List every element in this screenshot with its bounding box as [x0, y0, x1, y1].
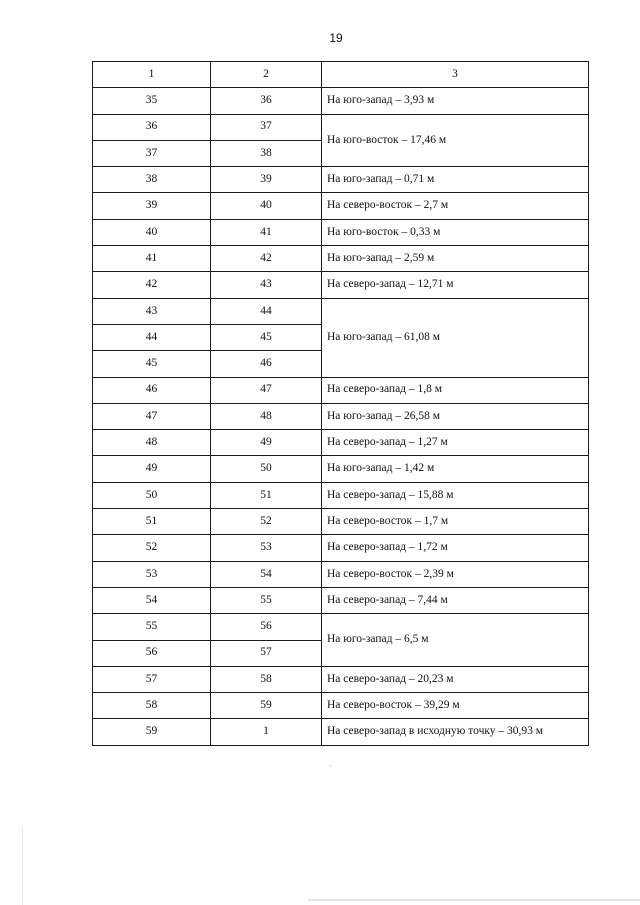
point-to-cell: 58: [211, 666, 322, 692]
point-to-cell: 37: [211, 114, 322, 140]
point-to-cell: 48: [211, 403, 322, 429]
point-to-cell: 51: [211, 482, 322, 508]
boundary-table: [92, 61, 589, 746]
direction-distance-cell: На северо-восток – 2,39 м: [322, 561, 589, 587]
table-row: [93, 666, 589, 692]
direction-distance-cell: На северо-запад в исходную точку – 30,93 м: [322, 719, 589, 745]
point-from-cell: 36: [93, 114, 211, 140]
direction-distance-cell: На северо-восток – 1,7 м: [322, 509, 589, 535]
table-row: [93, 509, 589, 535]
header-col-2: 2: [211, 62, 322, 88]
point-to-cell: 50: [211, 456, 322, 482]
direction-distance-cell: На юго-запад – 61,08 м: [322, 298, 589, 377]
header-col-1: 1: [93, 62, 211, 88]
point-to-cell: 41: [211, 219, 322, 245]
point-from-cell: 53: [93, 561, 211, 587]
direction-distance-cell: На северо-запад – 15,88 м: [322, 482, 589, 508]
table-row: [93, 114, 589, 140]
point-to-cell: 39: [211, 167, 322, 193]
table-row: [93, 535, 589, 561]
point-to-cell: 1: [211, 719, 322, 745]
point-to-cell: 36: [211, 88, 322, 114]
table-row: [93, 482, 589, 508]
page-number: 19: [329, 31, 343, 45]
point-from-cell: 44: [93, 324, 211, 350]
table-row: [93, 219, 589, 245]
scan-edge-line-left: [22, 826, 23, 905]
point-from-cell: 39: [93, 193, 211, 219]
point-to-cell: 42: [211, 246, 322, 272]
table-row: [93, 719, 589, 745]
point-to-cell: 49: [211, 430, 322, 456]
table-row: [93, 193, 589, 219]
table-row: [93, 246, 589, 272]
point-to-cell: 53: [211, 535, 322, 561]
point-from-cell: 52: [93, 535, 211, 561]
point-to-cell: 40: [211, 193, 322, 219]
boundary-table-body: [93, 62, 589, 746]
table-row: [93, 430, 589, 456]
point-from-cell: 46: [93, 377, 211, 403]
point-from-cell: 54: [93, 587, 211, 613]
point-to-cell: 44: [211, 298, 322, 324]
direction-distance-cell: На северо-восток – 2,7 м: [322, 193, 589, 219]
point-to-cell: 57: [211, 640, 322, 666]
direction-distance-cell: На юго-запад – 3,93 м: [322, 88, 589, 114]
point-from-cell: 38: [93, 167, 211, 193]
point-from-cell: 49: [93, 456, 211, 482]
table-row: [93, 614, 589, 640]
direction-distance-cell: На юго-запад – 6,5 м: [322, 614, 589, 667]
direction-distance-cell: На северо-запад – 1,8 м: [322, 377, 589, 403]
point-from-cell: 43: [93, 298, 211, 324]
table-row: [93, 403, 589, 429]
direction-distance-cell: На северо-запад – 1,27 м: [322, 430, 589, 456]
table-row: [93, 587, 589, 613]
point-to-cell: 59: [211, 693, 322, 719]
direction-distance-cell: На юго-запад – 1,42 м: [322, 456, 589, 482]
point-from-cell: 48: [93, 430, 211, 456]
table-row: [93, 561, 589, 587]
point-from-cell: 57: [93, 666, 211, 692]
table-row: [93, 377, 589, 403]
point-to-cell: 55: [211, 587, 322, 613]
point-from-cell: 59: [93, 719, 211, 745]
direction-distance-cell: На северо-запад – 1,72 м: [322, 535, 589, 561]
point-to-cell: 52: [211, 509, 322, 535]
table-row: [93, 167, 589, 193]
direction-distance-cell: На северо-запад – 12,71 м: [322, 272, 589, 298]
point-from-cell: 35: [93, 88, 211, 114]
point-to-cell: 43: [211, 272, 322, 298]
table-header-row: [93, 62, 589, 88]
direction-distance-cell: На юго-запад – 26,58 м: [322, 403, 589, 429]
table-row: [93, 693, 589, 719]
direction-distance-cell: На юго-восток – 17,46 м: [322, 114, 589, 167]
point-to-cell: 54: [211, 561, 322, 587]
header-col-3: 3: [322, 62, 589, 88]
point-from-cell: 56: [93, 640, 211, 666]
point-to-cell: 56: [211, 614, 322, 640]
table-row: [93, 456, 589, 482]
point-from-cell: 58: [93, 693, 211, 719]
table-row: [93, 298, 589, 324]
scan-speck: [330, 765, 331, 766]
point-to-cell: 47: [211, 377, 322, 403]
point-to-cell: 38: [211, 140, 322, 166]
point-from-cell: 42: [93, 272, 211, 298]
direction-distance-cell: На юго-восток – 0,33 м: [322, 219, 589, 245]
point-from-cell: 40: [93, 219, 211, 245]
direction-distance-cell: На северо-восток – 39,29 м: [322, 693, 589, 719]
point-from-cell: 55: [93, 614, 211, 640]
direction-distance-cell: На северо-запад – 20,23 м: [322, 666, 589, 692]
point-to-cell: 46: [211, 351, 322, 377]
point-from-cell: 51: [93, 509, 211, 535]
direction-distance-cell: На юго-запад – 2,59 м: [322, 246, 589, 272]
point-to-cell: 45: [211, 324, 322, 350]
direction-distance-cell: На северо-запад – 7,44 м: [322, 587, 589, 613]
point-from-cell: 50: [93, 482, 211, 508]
scan-edge-line: [308, 899, 640, 901]
table-row: [93, 272, 589, 298]
direction-distance-cell: На юго-запад – 0,71 м: [322, 167, 589, 193]
point-from-cell: 41: [93, 246, 211, 272]
point-from-cell: 45: [93, 351, 211, 377]
point-from-cell: 47: [93, 403, 211, 429]
point-from-cell: 37: [93, 140, 211, 166]
table-row: [93, 88, 589, 114]
